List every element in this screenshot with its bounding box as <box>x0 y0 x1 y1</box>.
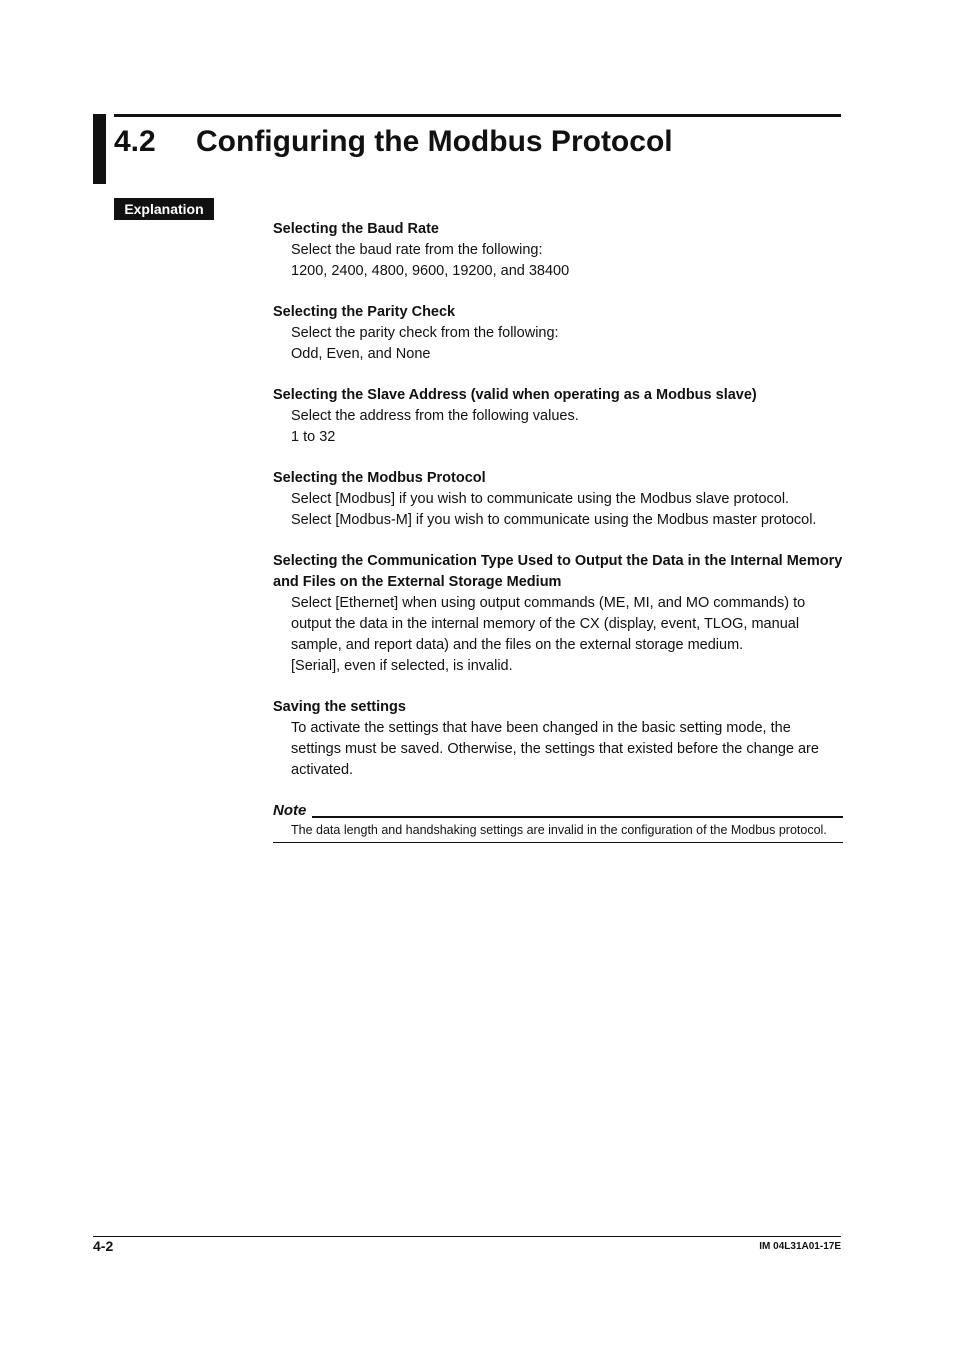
explanation-content <box>273 219 843 843</box>
section-heading: Selecting the Slave Address (valid when operating as a Modbus slave) <box>273 387 757 403</box>
document-id: IM 04L31A01-17E <box>759 1241 841 1252</box>
section-body <box>273 406 843 448</box>
heading-line: Selecting the Communication Type Used to Output the Data in the Internal Memory <box>273 553 843 569</box>
section-body <box>273 489 843 531</box>
section-heading <box>273 551 843 593</box>
page-title: Configuring the Modbus Protocol <box>196 125 673 158</box>
body-line: Select [Modbus-M] if you wish to communicate using the Modbus master protocol. <box>291 512 817 528</box>
section-number: 4.2 <box>114 125 156 158</box>
body-line: [Serial], even if selected, is invalid. <box>291 658 513 674</box>
title-side-bar <box>93 114 106 184</box>
body-line: output the data in the internal memory of the CX (display, event, TLOG, manual <box>291 616 800 632</box>
section-body <box>273 240 843 282</box>
section-heading: Selecting the Modbus Protocol <box>273 470 486 486</box>
body-line: Select the address from the following values. <box>291 408 579 424</box>
section-heading: Selecting the Parity Check <box>273 304 456 320</box>
section-body <box>273 718 843 781</box>
note-rule <box>312 816 843 818</box>
section-slave-address <box>273 385 843 448</box>
body-line: sample, and report data) and the files on the external storage medium. <box>291 637 744 653</box>
section-heading: Saving the settings <box>273 699 406 715</box>
body-line: 1200, 2400, 4800, 9600, 19200, and 38400 <box>291 263 570 279</box>
section-body <box>273 593 843 677</box>
page-number: 4-2 <box>93 1238 114 1254</box>
section-modbus-protocol <box>273 468 843 531</box>
body-line: 1 to 32 <box>291 429 336 445</box>
section-parity-check <box>273 302 843 365</box>
section-body <box>273 323 843 365</box>
body-line: Select [Ethernet] when using output commands (ME, MI, and MO commands) to <box>291 595 806 611</box>
heading-line: and Files on the External Storage Medium <box>273 574 562 590</box>
note-label: Note <box>273 802 307 819</box>
explanation-badge: Explanation <box>114 198 214 220</box>
section-heading: Selecting the Baud Rate <box>273 221 439 237</box>
section-title-block <box>93 114 841 184</box>
body-line: settings must be saved. Otherwise, the settings that existed before the change are <box>291 741 819 757</box>
note-text: The data length and handshaking settings are invalid in the configuration of the Modbus protocol. <box>291 823 827 837</box>
note-header <box>273 800 843 820</box>
section-communication-type <box>273 551 843 677</box>
body-line: To activate the settings that have been changed in the basic setting mode, the <box>291 720 791 736</box>
body-line: Select the parity check from the following: <box>291 325 559 341</box>
body-line: Odd, Even, and None <box>291 346 431 362</box>
title-top-rule <box>114 114 841 117</box>
body-line: Select [Modbus] if you wish to communicate using the Modbus slave protocol. <box>291 491 790 507</box>
section-baud-rate <box>273 219 843 282</box>
footer-rule <box>93 1236 841 1237</box>
note-bottom-rule <box>273 842 843 843</box>
body-line: Select the baud rate from the following: <box>291 242 543 258</box>
body-line: activated. <box>291 762 354 778</box>
note-box <box>273 800 843 843</box>
section-saving-settings <box>273 697 843 781</box>
